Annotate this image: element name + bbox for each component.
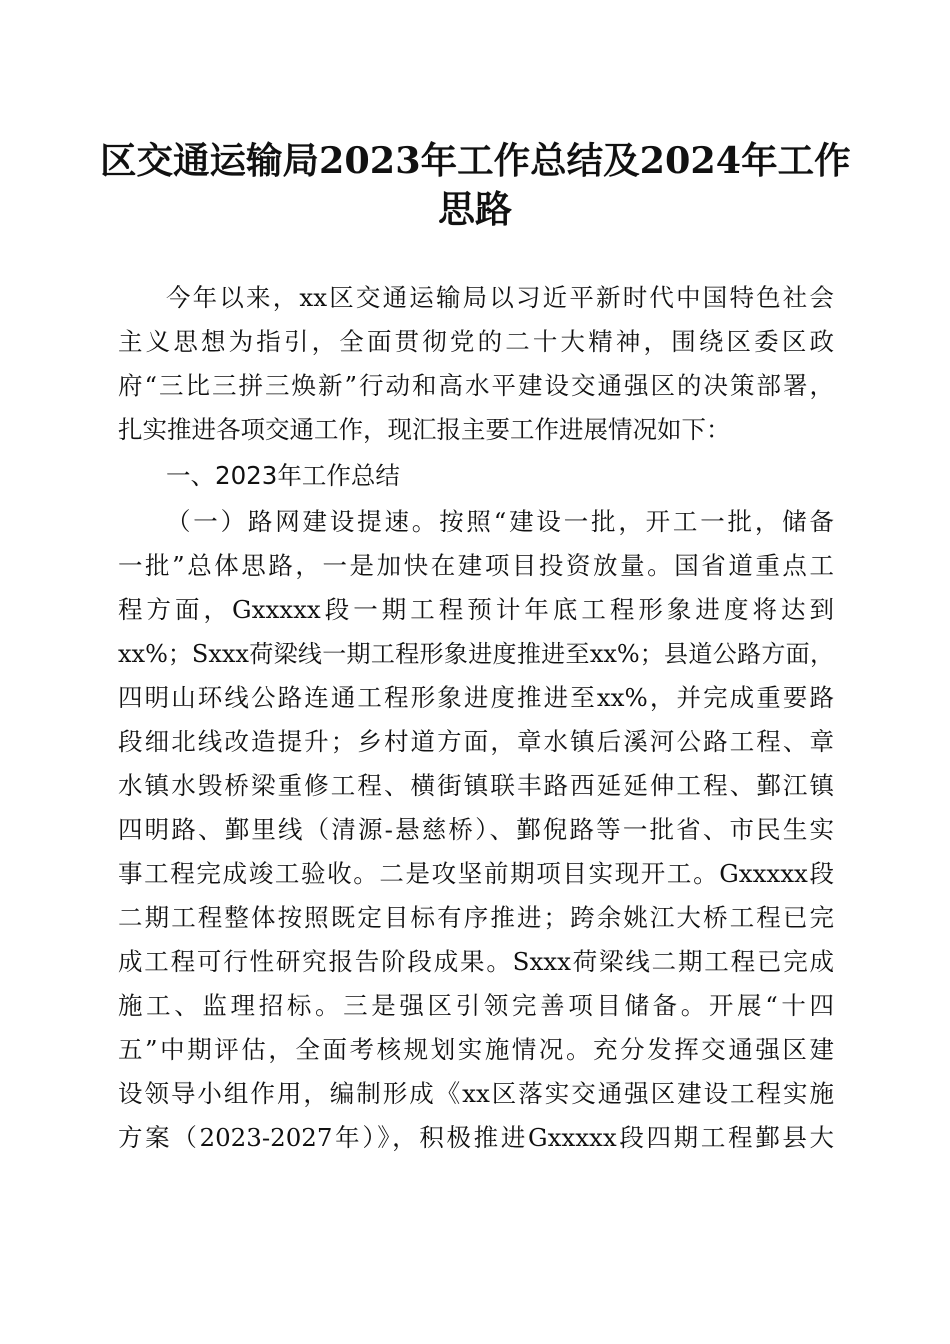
paragraph-line: 设领导小组作用，编制形成《xx区落实交通强区建设工程实施 [118,1079,834,1108]
section-heading: 一、2023年工作总结 [166,461,400,490]
paragraph-line: 段细北线改造提升；乡村道方面，章水镇后溪河公路工程、章 [118,727,834,756]
paragraph-line: 成工程可行性研究报告阶段成果。Sxxx荷梁线二期工程已完成 [118,947,834,976]
paragraph-line: 四明路、鄞里线（清源-悬慈桥）、鄞倪路等一批省、市民生实 [118,815,834,844]
paragraph-line: 程方面，Gxxxxx段一期工程预计年底工程形象进度将达到 [118,595,834,624]
paragraph-line: 二期工程整体按照既定目标有序推进；跨余姚江大桥工程已完 [118,903,834,932]
paragraph-line: 水镇水毁桥梁重修工程、横街镇联丰路西延延伸工程、鄞江镇 [118,771,834,800]
intro-line: 今年以来，xx区交通运输局以习近平新时代中国特色社会 [166,283,834,312]
paragraph-line: 一批”总体思路，一是加快在建项目投资放量。国省道重点工 [118,551,834,580]
intro-line: 扎实推进各项交通工作，现汇报主要工作进展情况如下： [118,415,731,444]
paragraph-line: 方案（2023-2027年）》，积极推进Gxxxxx段四期工程鄞县大 [118,1123,834,1152]
paragraph-line: 四明山环线公路连通工程形象进度推进至xx%，并完成重要路 [118,683,834,712]
intro-line: 府“三比三拼三焕新”行动和高水平建设交通强区的决策部署， [118,371,834,400]
paragraph-line: xx%；Sxxx荷梁线一期工程形象进度推进至xx%；县道公路方面， [118,640,834,668]
paragraph-line: （一）路网建设提速。按照“建设一批，开工一批，储备 [166,507,834,536]
paragraph-line: 施工、监理招标。三是强区引领完善项目储备。开展“十四 [118,991,834,1020]
paragraph-line: 五”中期评估，全面考核规划实施情况。充分发挥交通强区建 [118,1035,834,1064]
intro-line: 主义思想为指引，全面贯彻党的二十大精神，围绕区委区政 [118,327,834,356]
document-title-line-1: 区交通运输局2023年工作总结及2024年工作 [100,139,851,182]
document-title-line-2: 思路 [438,187,512,231]
paragraph-line: 事工程完成竣工验收。二是攻坚前期项目实现开工。Gxxxxx段 [118,859,834,888]
